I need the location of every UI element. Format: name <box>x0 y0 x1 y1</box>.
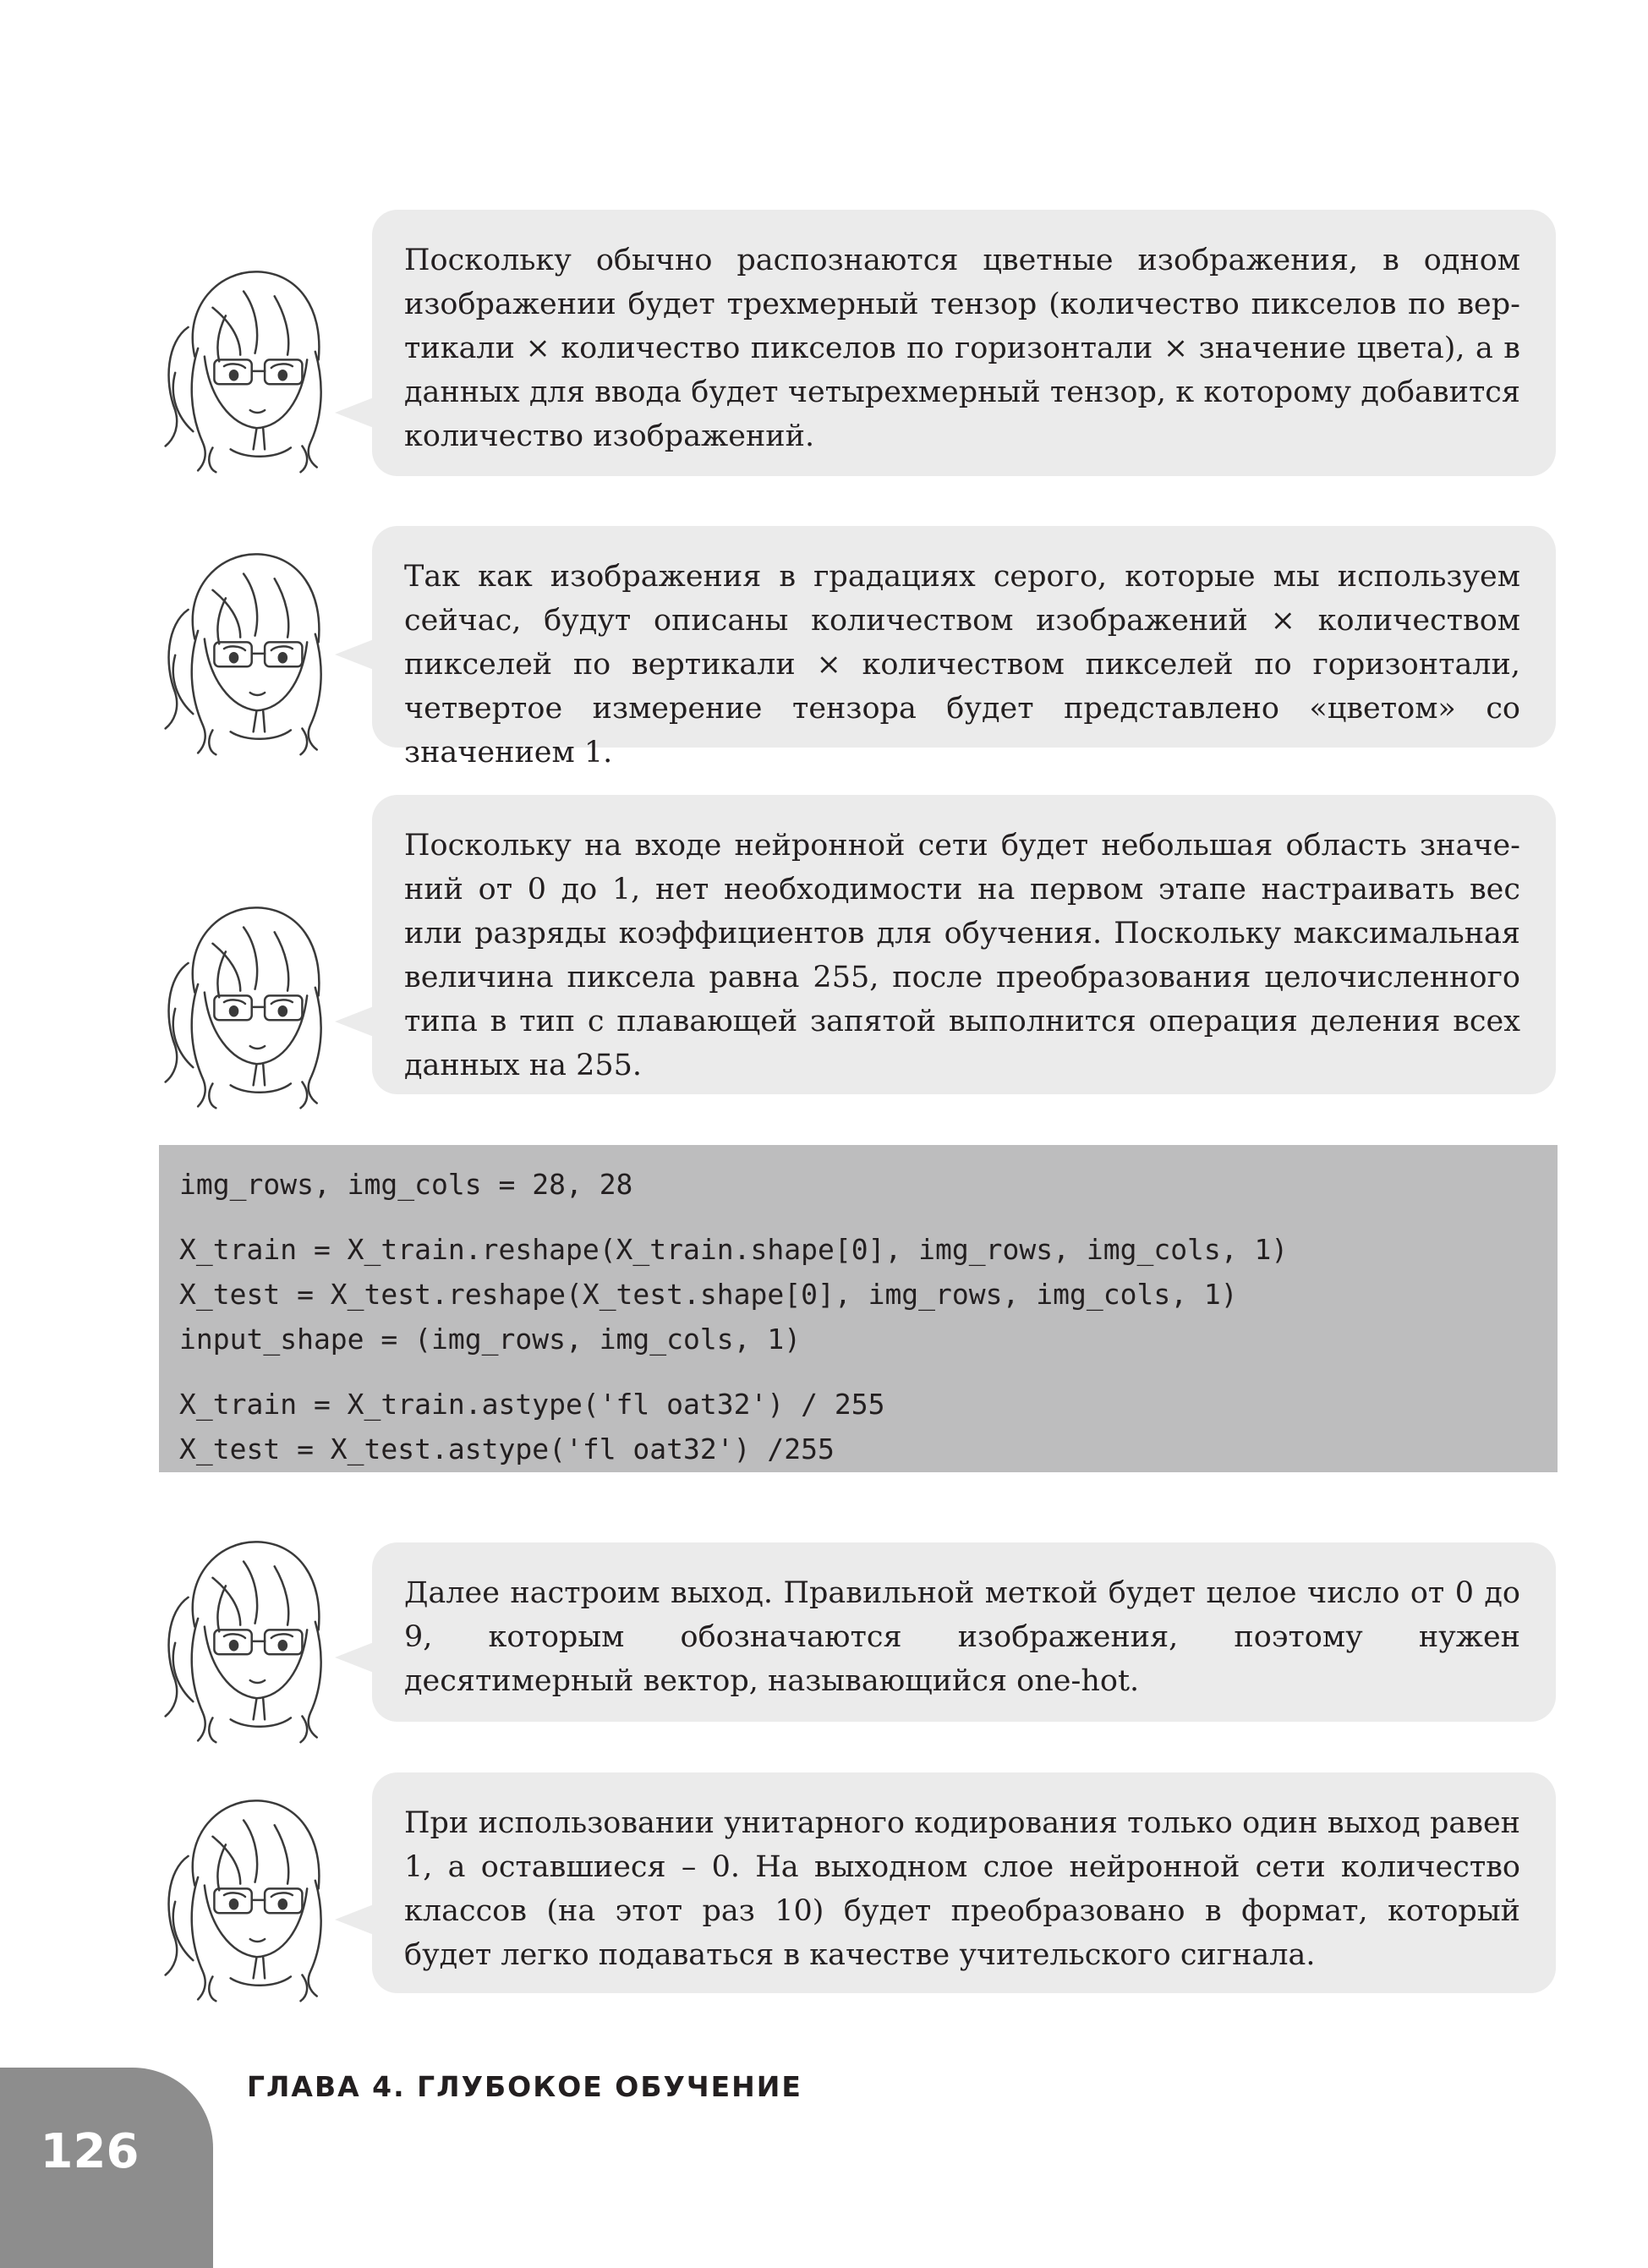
girl-with-glasses-avatar-icon <box>152 1529 338 1749</box>
speech-bubble <box>372 795 1556 1094</box>
page-number: 126 <box>40 2124 140 2179</box>
girl-with-glasses-avatar-icon <box>152 1788 338 2008</box>
bubble-text: Так как изображения в градациях серого, которые мы используем сейчас, будут описаны количеством изображений × количеством пикселей по вертикали × количеством пикселей по горизонтали, четвертое измерение тензора будет представлено «цветом» со значением 1. <box>404 560 1520 770</box>
bubble-text: Далее настроим выход. Правильной меткой будет целое число от 0 до 9, которым обозначаются изображения, поэтому нужен десятимерный вектор, называющийся one-hot. <box>404 1576 1520 1698</box>
girl-with-glasses-avatar-icon <box>152 259 338 479</box>
bubble-text: Поскольку на входе нейронной сети будет небольшая область значений от 0 до 1, нет необходимости на первом этапе настраивать вес или разряды коэффициентов для обучения. Поскольку максимальная величина пиксела равна 255, после преобразования целочисленного типа в тип с плавающей запятой выполнится операция деления всех данных на 255. <box>404 829 1520 1082</box>
code-line: X_train = X_train.astype('fl oat32') / 255 <box>179 1388 885 1421</box>
speech-bubble <box>372 210 1556 476</box>
bubble-text: При использовании унитарного кодирования только один выход равен 1, а оставшиеся – 0. На выходном слое нейронной сети количество классов (на этот раз 10) будет преобразовано в формат, который будет легко подаваться в качестве учительского сигнала. <box>404 1806 1520 1972</box>
code-block <box>159 1145 1558 1472</box>
code-line: X_test = X_test.astype('fl oat32') /255 <box>179 1433 835 1465</box>
speech-bubble <box>372 1772 1556 1993</box>
girl-with-glasses-avatar-icon <box>152 895 338 1115</box>
speech-bubble <box>372 526 1556 770</box>
page-number-tab <box>0 2068 213 2268</box>
code-line: X_test = X_test.reshape(X_test.shape[0], img_rows, img_cols, 1) <box>179 1278 1238 1311</box>
speech-bubble <box>372 1542 1556 1722</box>
bubble-text: Поскольку обычно распознаются цветные изображения, в одном изображении будет трехмерный тензор (количество пикселов по вертикали × количество пикселов по горизонтали × значение цвета), а в данных для ввода будет четырехмерный тензор, к которому добавится количество изображений. <box>404 244 1520 453</box>
code-line: X_train = X_train.reshape(X_train.shape[0], img_rows, img_cols, 1) <box>179 1233 1289 1266</box>
running-head: ГЛАВА 4. ГЛУБОКОЕ ОБУЧЕНИЕ <box>247 2070 802 2103</box>
code-line: input_shape = (img_rows, img_cols, 1) <box>179 1323 802 1356</box>
code-line: img_rows, img_cols = 28, 28 <box>179 1168 633 1201</box>
girl-with-glasses-avatar-icon <box>152 541 338 761</box>
